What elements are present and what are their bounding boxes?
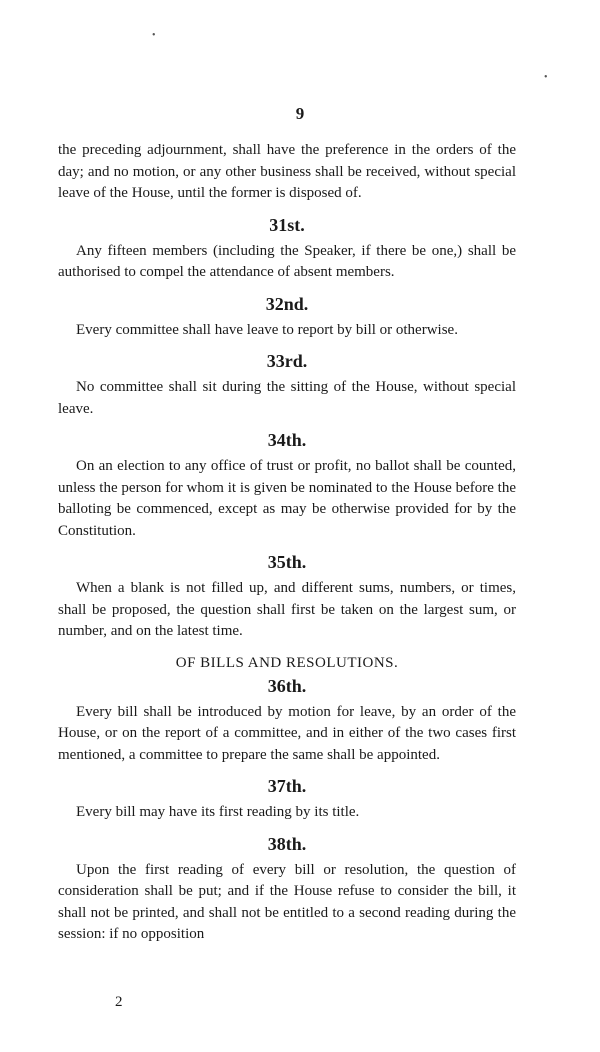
ink-speck: •	[544, 72, 548, 83]
rule-text-32: Every committee shall have leave to report by bill or otherwise.	[76, 321, 458, 338]
rule-heading-33: 33rd.	[266, 351, 308, 371]
ink-speck: •	[152, 30, 156, 41]
page-number: 9	[295, 104, 305, 123]
rule-heading-31: 31st.	[269, 214, 305, 235]
rule-text-35: When a blank is not filled up, and different sums, numbers, or times, shall be proposed, the question shall first be taken on the largest sum, or number, and on the latest time.	[58, 580, 516, 639]
rule-heading-35: 35th.	[267, 552, 307, 572]
rule-text-34: On an election to any office of trust or profit, no ballot shall be counted, unless the person for whom it is given be nominated to the House before the balloting be commenced, except as may be otherwise provided for by the Constitution.	[58, 458, 516, 539]
rule-text-31: Any fifteen members (including the Speaker, if there be one,) shall be authorised to compel the attendance of absent members.	[58, 242, 516, 280]
rule-heading-37: 37th.	[267, 776, 307, 796]
rule-text-38: Upon the first reading of every bill or resolution, the question of consideration shall be put; and if the House refuse to consider the bill, it shall not be printed, and shall not be entitled to a second reading during the session: if no opposition	[58, 861, 516, 942]
page-body	[58, 140, 516, 946]
section-title: OF BILLS AND RESOLUTIONS.	[175, 654, 399, 671]
rule-text-36: Every bill shall be introduced by motion for leave, by an order of the House, or on the report of a committee, and in either of the two cases first mentioned, a committee to prepare the same shall be appointed.	[58, 703, 516, 763]
rule-heading-38: 38th.	[267, 833, 307, 854]
rule-heading-32: 32nd.	[265, 293, 309, 314]
rule-text-37: Every bill may have its first reading by its title.	[76, 804, 360, 820]
rule-text-33: No committee shall sit during the sitting of the House, without special leave.	[58, 379, 516, 417]
rule-heading-36: 36th.	[267, 675, 307, 696]
rule-heading-34: 34th.	[267, 430, 307, 450]
paragraph-continued: the preceding adjournment, shall have the preference in the orders of the day; and no motion, or any other business shall be received, without special leave of the House, until the former is disposed of.	[58, 142, 516, 201]
signature-mark: 2	[115, 994, 123, 1010]
